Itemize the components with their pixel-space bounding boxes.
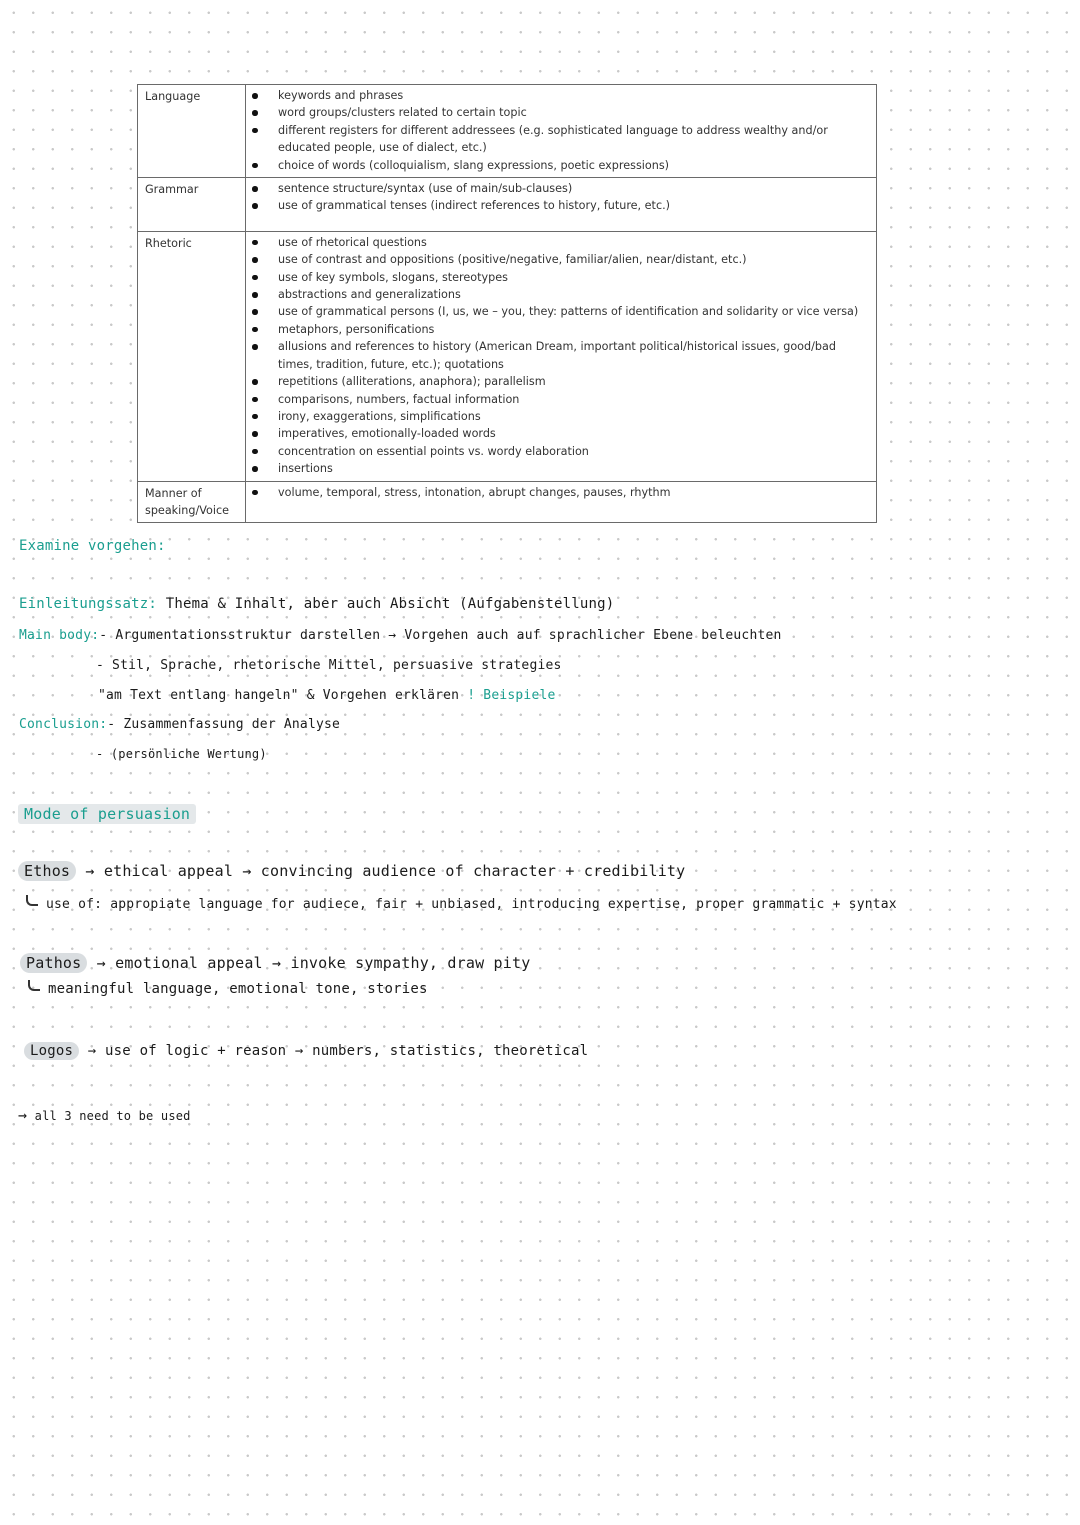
list-item: irony, exaggerations, simplifications bbox=[254, 408, 868, 425]
arrow-icon: → bbox=[18, 1106, 28, 1124]
main-body-sub-2 bbox=[98, 688, 556, 703]
footer-line bbox=[18, 1106, 191, 1124]
category-cell: Grammar bbox=[138, 178, 246, 232]
list-item: metaphors, personifications bbox=[254, 321, 868, 338]
items-cell bbox=[246, 481, 877, 522]
list-item: keywords and phrases bbox=[254, 87, 868, 104]
list-item: word groups/clusters related to certain topic bbox=[254, 104, 868, 121]
ethos-line bbox=[18, 861, 685, 881]
main-body-sub-1: - Stil, Sprache, rhetorische Mittel, persuasive strategies bbox=[96, 658, 562, 673]
pathos-line bbox=[20, 953, 530, 973]
arrow-icon: → bbox=[388, 628, 397, 643]
category-cell: Language bbox=[138, 85, 246, 178]
category-cell: Manner of speaking/Voice bbox=[138, 481, 246, 522]
list-item: use of rhetorical questions bbox=[254, 234, 868, 251]
list-item: insertions bbox=[254, 460, 868, 477]
items-cell bbox=[246, 231, 877, 481]
intro-text: Thema & Inhalt, aber auch Absicht (Aufgabenstellung) bbox=[165, 596, 615, 612]
main-body-sub-2-text: "am Text entlang hangeln" & Vorgehen erklären bbox=[98, 688, 460, 703]
hook-arrow-icon bbox=[26, 895, 38, 906]
table-row bbox=[138, 178, 877, 232]
list-item: choice of words (colloquialism, slang expressions, poetic expressions) bbox=[254, 157, 868, 174]
logos-line bbox=[24, 1042, 588, 1060]
pathos-detail: meaningful language, emotional tone, stories bbox=[48, 981, 428, 997]
items-cell bbox=[246, 85, 877, 178]
persuasion-heading bbox=[18, 805, 196, 823]
pathos-detail-line bbox=[28, 980, 428, 997]
list-item: imperatives, emotionally-loaded words bbox=[254, 425, 868, 442]
ethos-text: → ethical appeal → convincing audience of character + credibility bbox=[85, 862, 686, 880]
list-item: use of grammatical persons (I, us, we – you, they: patterns of identification and solidarity or vice versa) bbox=[254, 303, 868, 320]
ethos-detail: use of: appropiate language for audiece, fair + unbiased, introducing expertise, proper grammatic + syntax bbox=[46, 897, 897, 912]
list-item: comparisons, numbers, factual information bbox=[254, 391, 868, 408]
analysis-criteria-table bbox=[137, 84, 877, 523]
intro-label: Einleitungssatz: bbox=[19, 596, 158, 612]
conclusion-text: - Zusammenfassung der Analyse bbox=[107, 717, 341, 732]
bullet-list bbox=[254, 484, 868, 501]
list-item: repetitions (alliterations, anaphora); parallelism bbox=[254, 373, 868, 390]
bullet-list bbox=[254, 234, 868, 478]
pathos-label: Pathos bbox=[20, 953, 87, 973]
main-body-text: - Argumentationsstruktur darstellen bbox=[99, 628, 381, 643]
items-cell bbox=[246, 178, 877, 232]
conclusion-label: Conclusion: bbox=[19, 717, 108, 732]
ethos-label: Ethos bbox=[18, 861, 76, 881]
logos-label: Logos bbox=[24, 1042, 79, 1060]
list-item: sentence structure/syntax (use of main/sub-clauses) bbox=[254, 180, 868, 197]
main-body-label: Main body: bbox=[19, 628, 100, 643]
examine-heading: Examine vorgehen: bbox=[19, 538, 166, 554]
table-row bbox=[138, 481, 877, 522]
category-cell: Rhetoric bbox=[138, 231, 246, 481]
table-row bbox=[138, 231, 877, 481]
list-item: allusions and references to history (American Dream, important political/historical issues, good/bad times, tradition, future, etc.); quotations bbox=[254, 338, 868, 373]
bullet-list bbox=[254, 87, 868, 174]
intro-line bbox=[19, 596, 614, 612]
pathos-text: → emotional appeal → invoke sympathy, draw pity bbox=[96, 954, 531, 972]
footer-text: all 3 need to be used bbox=[34, 1109, 191, 1123]
ethos-detail-line bbox=[26, 895, 897, 912]
conclusion-line bbox=[19, 717, 340, 732]
hook-arrow-icon bbox=[28, 980, 40, 991]
list-item: use of grammatical tenses (indirect references to history, future, etc.) bbox=[254, 197, 868, 214]
logos-text: → use of logic + reason → numbers, statistics, theoretical bbox=[87, 1043, 589, 1059]
list-item: different registers for different addressees (e.g. sophisticated language to address wealthy and/or educated people, use of dialect, etc.) bbox=[254, 122, 868, 157]
list-item: use of key symbols, slogans, stereotypes bbox=[254, 269, 868, 286]
main-body-text-2: Vorgehen auch auf sprachlicher Ebene beleuchten bbox=[404, 628, 782, 643]
list-item: use of contrast and oppositions (positive/negative, familiar/alien, near/distant, etc.) bbox=[254, 251, 868, 268]
list-item: abstractions and generalizations bbox=[254, 286, 868, 303]
table-row bbox=[138, 85, 877, 178]
conclusion-sub: - (persönliche Wertung) bbox=[96, 747, 267, 761]
persuasion-heading-text: Mode of persuasion bbox=[18, 804, 196, 824]
examples-note: ! Beispiele bbox=[467, 688, 556, 703]
list-item: concentration on essential points vs. wordy elaboration bbox=[254, 443, 868, 460]
main-body-line bbox=[19, 628, 782, 643]
bullet-list bbox=[254, 180, 868, 215]
list-item: volume, temporal, stress, intonation, abrupt changes, pauses, rhythm bbox=[254, 484, 868, 501]
